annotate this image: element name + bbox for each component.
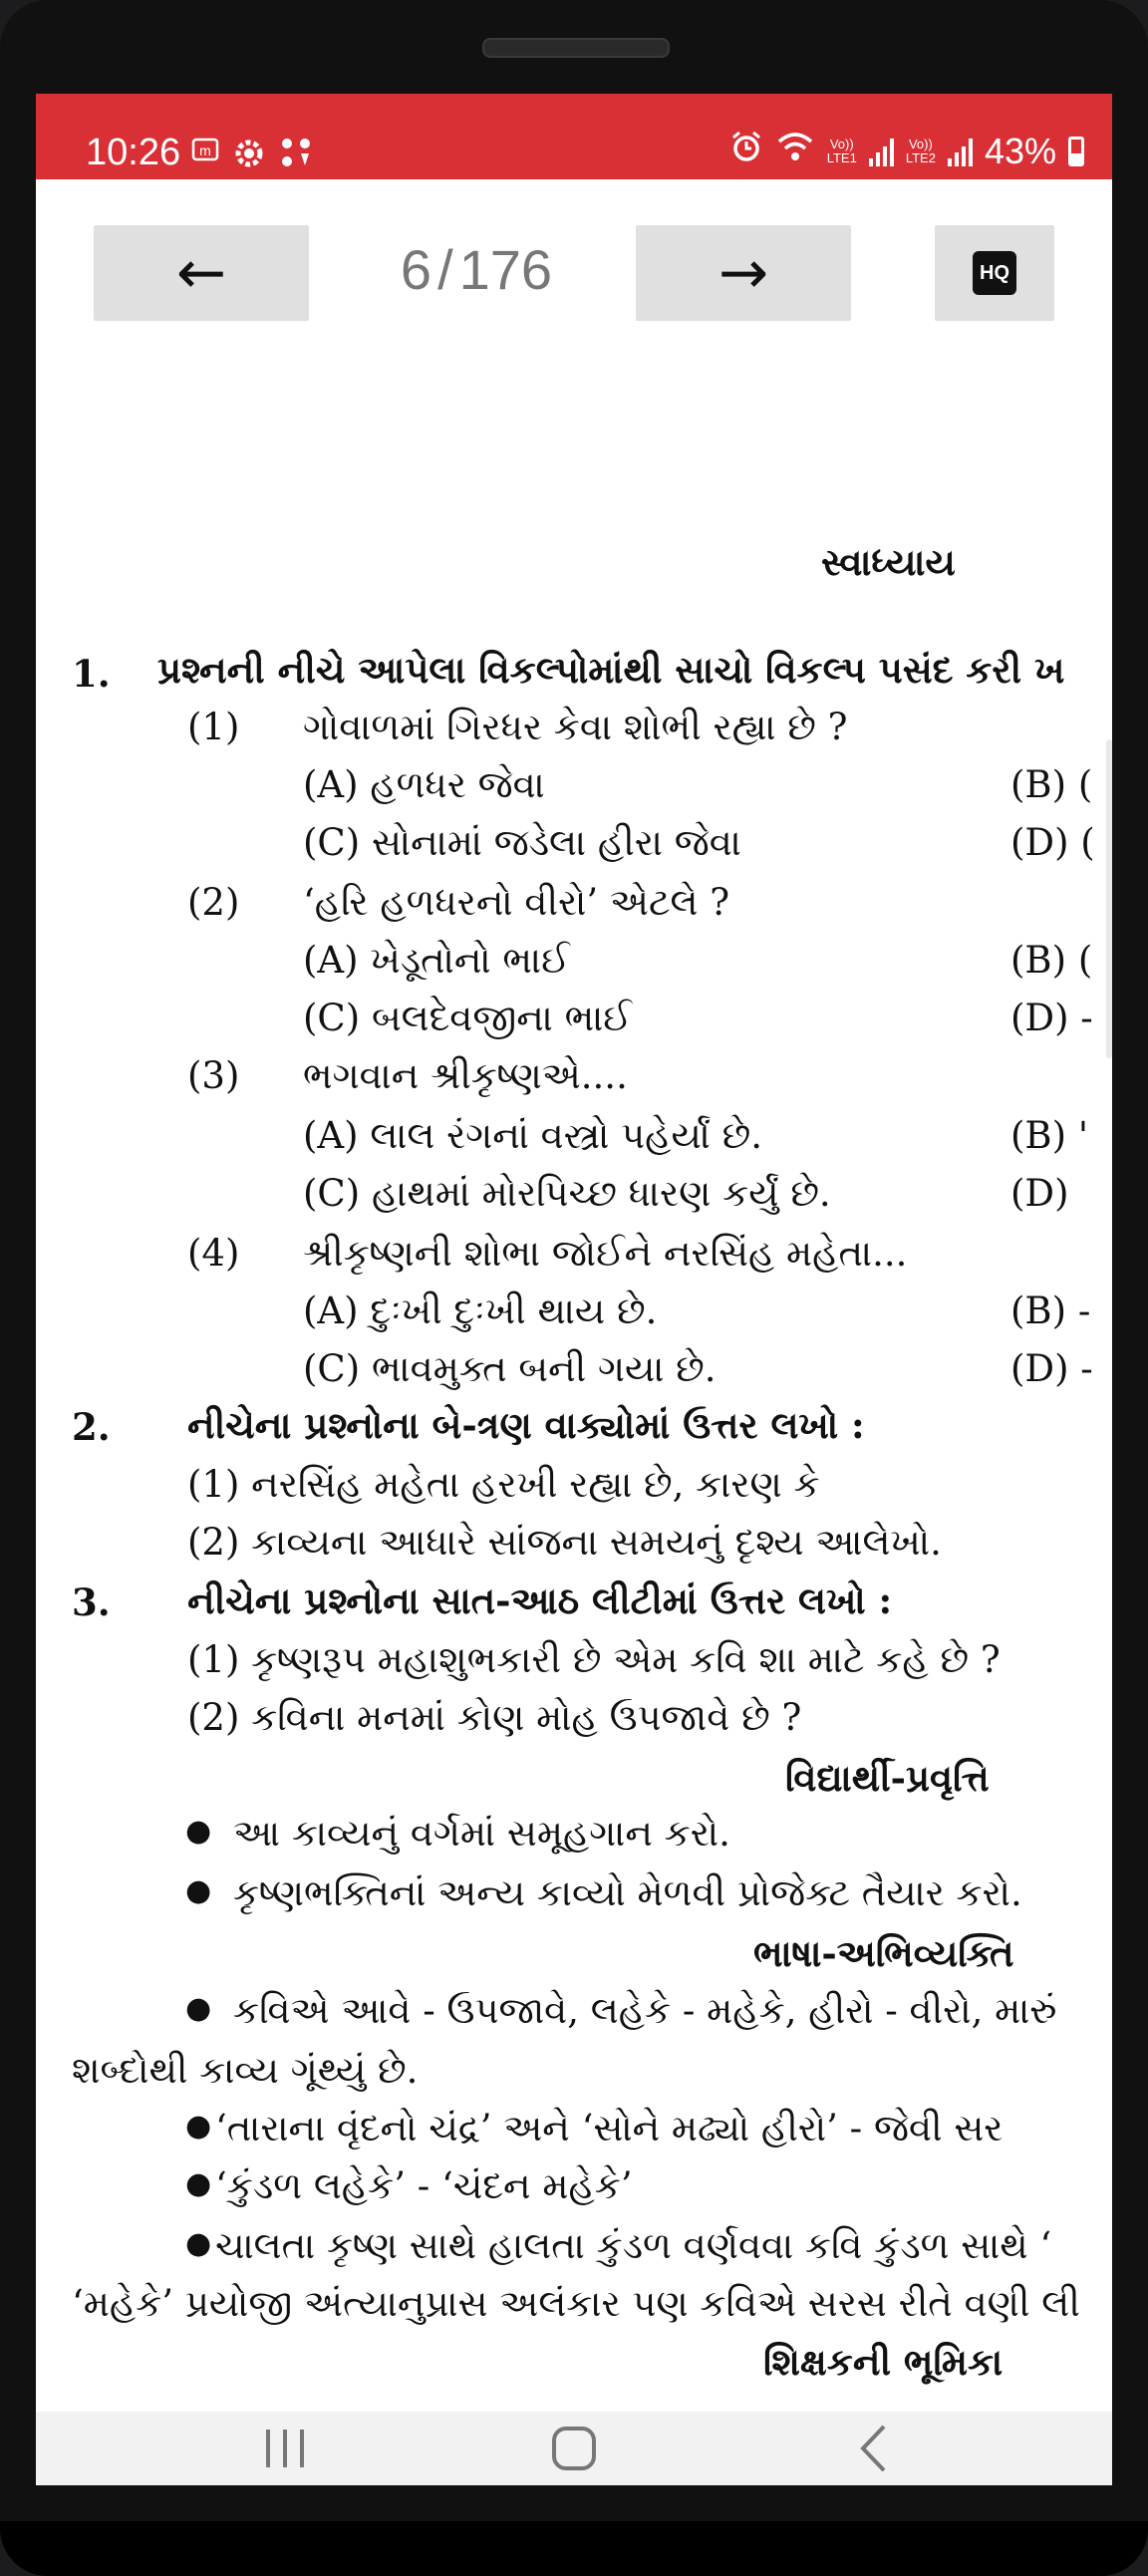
q1-1-option-a: (A) હળધર જેવા bbox=[303, 763, 545, 806]
q1-1-option-b: (B) ( bbox=[1010, 763, 1093, 806]
signal-icon bbox=[869, 137, 894, 166]
language-1b: શબ્દોથી કાવ્ય ગૂંથ્યું છે. bbox=[72, 2049, 419, 2092]
gear-icon bbox=[231, 136, 267, 179]
battery-icon bbox=[1068, 137, 1084, 166]
q1-3-option-c: (C) હાથમાં મોરપિચ્છ ધારણ કર્યું છે. bbox=[303, 1172, 831, 1215]
q1-2-option-a: (A) ખેડૂતોનો ભાઈ bbox=[303, 939, 570, 982]
hq-button[interactable] bbox=[935, 225, 1054, 321]
q1-3-text: ભગવાન શ્રીકૃષ્ણએ.... bbox=[303, 1054, 628, 1097]
wifi-icon bbox=[775, 130, 815, 172]
q1-3-option-b: (B) ' bbox=[1010, 1114, 1088, 1157]
signal-icon-2 bbox=[948, 137, 973, 166]
q1-2-option-c: (C) બલદેવજીના ભાઈ bbox=[303, 997, 632, 1039]
q2-2: (2) કાવ્યના આધારે સાંજના સમયનું દૃશ્ય આલેખો. bbox=[187, 1521, 942, 1564]
recents-icon bbox=[260, 2426, 310, 2471]
q1-4-number: (4) bbox=[187, 1232, 240, 1275]
q2-text: નીચેના પ્રશ્નોના બે-ત્રણ વાક્યોમાં ઉત્તર લખો : bbox=[187, 1403, 865, 1447]
q1-4-text: શ્રીકૃષ્ણની શોભા જોઈને નરસિંહ મહેતા... bbox=[303, 1232, 908, 1275]
status-time: 10:26 bbox=[86, 132, 181, 173]
q1-3-option-d: (D) bbox=[1010, 1172, 1069, 1215]
home-icon bbox=[550, 2425, 598, 2472]
q1-1-option-c: (C) સોનામાં જડેલા હીરા જેવા bbox=[303, 821, 741, 864]
speaker-grille bbox=[482, 38, 670, 58]
bullet: ● bbox=[185, 2226, 212, 2261]
lte2-vo: Vo)) bbox=[908, 136, 933, 151]
q2-number: 2. bbox=[72, 1405, 111, 1449]
heading-shikshak-bhumika: શિક્ષકની ભૂમિકા bbox=[763, 2340, 1004, 2384]
q2-1: (1) નરસિંહ મહેતા હરખી રહ્યા છે, કારણ કે bbox=[187, 1463, 820, 1506]
lte1-label bbox=[827, 138, 857, 165]
prev-page-button[interactable] bbox=[94, 225, 309, 321]
bullet: ● bbox=[185, 2109, 212, 2144]
hq-icon: HQ bbox=[973, 251, 1016, 295]
language-2: ‘તારાના વૃંદનો ચંદ્ર’ અને ‘સોને મઢ્યો હીરો’ - જેવી સર bbox=[215, 2107, 1004, 2149]
page-total: 176 bbox=[458, 238, 553, 301]
q1-4-option-a: (A) દુઃખી દુઃખી થાય છે. bbox=[303, 1289, 658, 1332]
arrow-left-icon: ← bbox=[175, 238, 227, 308]
q1-2-option-b: (B) ( bbox=[1010, 939, 1093, 982]
q1-2-number: (2) bbox=[187, 881, 240, 924]
page-indicator bbox=[337, 237, 616, 302]
heading-svadhyay: સ્વાધ્યાય bbox=[821, 540, 956, 584]
viewer-toolbar bbox=[36, 179, 1112, 329]
language-1a: કવિએ આવે - ઉપજાવે, લહેકે - મહેકે, હીરો - વીરો, મારું bbox=[233, 1989, 1057, 2032]
scrollbar-thumb[interactable] bbox=[1106, 739, 1112, 1058]
lte1-vo: Vo)) bbox=[829, 136, 854, 151]
q1-3-option-a: (A) લાલ રંગનાં વસ્ત્રો પહેર્યાં છે. bbox=[303, 1114, 762, 1157]
q1-2-option-d: (D) - bbox=[1010, 997, 1093, 1039]
language-4b: ‘મહેકે’ પ્રયોજી અંત્યાનુપ્રાસ અલંકાર પણ કવિએ સરસ રીતે વણી લી bbox=[72, 2282, 1080, 2325]
lte2-text: LTE2 bbox=[905, 149, 936, 165]
language-3: ‘કુંડળ લહેકે’ - ‘ચંદન મહેકે’ bbox=[215, 2164, 633, 2207]
q1-4-option-c: (C) ભાવમુક્ત બની ગયા છે. bbox=[303, 1347, 717, 1390]
back-icon bbox=[858, 2424, 888, 2473]
battery-percent: 43% bbox=[984, 130, 1056, 171]
q1-number: 1. bbox=[72, 652, 111, 696]
lte1-text: LTE1 bbox=[826, 149, 857, 165]
q1-text: પ્રશ્નની નીચે આપેલા વિકલ્પોમાંથી સાચો વિકલ્પ પસંદ કરી ખ bbox=[157, 648, 1065, 692]
heading-vidyarthi-pravrutti: વિદ્યાર્થી-પ્રવૃત્તિ bbox=[785, 1756, 990, 1800]
bullet: ● bbox=[185, 1873, 212, 1908]
status-right bbox=[729, 130, 1084, 172]
document-page[interactable] bbox=[36, 329, 1112, 2412]
recents-button[interactable] bbox=[215, 2412, 355, 2485]
m-box-icon bbox=[191, 136, 219, 171]
home-button[interactable] bbox=[504, 2412, 644, 2485]
svg-text:m: m bbox=[199, 143, 211, 158]
q1-4-option-d: (D) - bbox=[1010, 1347, 1093, 1390]
lte2-label bbox=[906, 138, 936, 165]
page-separator: / bbox=[437, 238, 453, 301]
page-current: 6 bbox=[400, 238, 432, 301]
q1-2-text: ‘હરિ હળધરનો વીરો’ એટલે ? bbox=[303, 881, 730, 924]
q1-4-option-b: (B) - bbox=[1010, 1289, 1091, 1332]
next-page-button[interactable] bbox=[636, 225, 851, 321]
download-dots-icon bbox=[279, 136, 313, 177]
bullet: ● bbox=[185, 1814, 212, 1849]
q1-3-number: (3) bbox=[187, 1054, 240, 1097]
heading-bhasha-abhivyakti: ભાષા-અભિવ્યક્તિ bbox=[753, 1931, 1014, 1975]
q3-1: (1) કૃષ્ણરૂપ મહાશુભકારી છે એમ કવિ શા માટે કહે છે ? bbox=[187, 1638, 1001, 1681]
screen bbox=[36, 94, 1112, 2485]
activity-2: કૃષ્ણભક્તિનાં અન્ય કાવ્યો મેળવી પ્રોજેક્ટ તૈયાર કરો. bbox=[233, 1871, 1022, 1914]
q3-text: નીચેના પ્રશ્નોના સાત-આઠ લીટીમાં ઉત્તર લખો : bbox=[187, 1578, 893, 1622]
q1-1-text: ગોવાળમાં ગિરધર કેવા શોભી રહ્યા છે ? bbox=[303, 706, 848, 748]
bottom-bezel bbox=[0, 2521, 1148, 2576]
alarm-icon bbox=[729, 130, 763, 172]
q1-1-number: (1) bbox=[187, 706, 240, 748]
q3-2: (2) કવિના મનમાં કોણ મોહ ઉપજાવે છે ? bbox=[187, 1696, 802, 1739]
arrow-right-icon: → bbox=[718, 238, 769, 308]
back-button[interactable] bbox=[803, 2412, 943, 2485]
bullet: ● bbox=[185, 1991, 212, 2026]
q3-number: 3. bbox=[72, 1580, 111, 1624]
language-4a: ચાલતા કૃષ્ણ સાથે હાલતા કુંડળ વર્ણવવા કવિ કુંડળ સાથે ‘ bbox=[215, 2224, 1052, 2267]
q1-1-option-d: (D) ( bbox=[1010, 821, 1095, 864]
activity-1: આ કાવ્યનું વર્ગમાં સમૂહગાન કરો. bbox=[233, 1812, 730, 1855]
bullet: ● bbox=[185, 2166, 212, 2201]
system-nav-bar bbox=[36, 2412, 1112, 2485]
status-bar bbox=[36, 94, 1112, 179]
